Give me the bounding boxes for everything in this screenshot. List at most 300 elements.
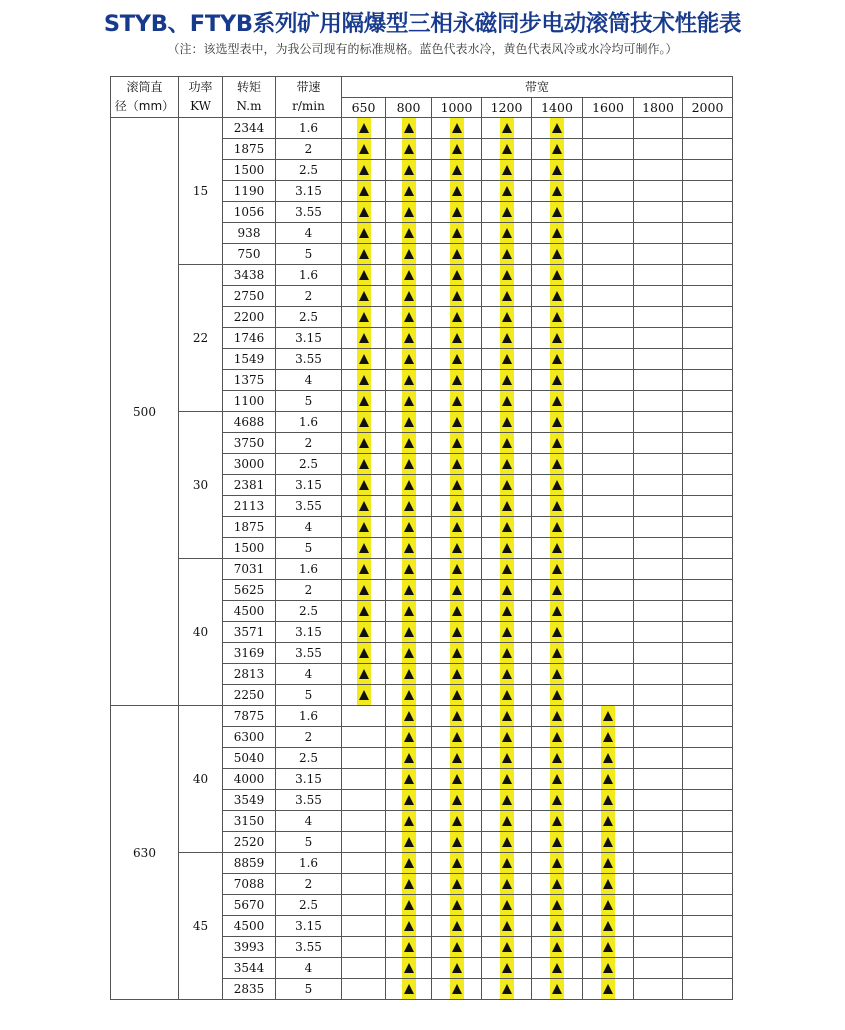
speed-cell: 2 <box>276 874 342 895</box>
width-cell-1800 <box>634 328 683 349</box>
speed-cell: 2.5 <box>276 895 342 916</box>
triangle-icon <box>402 538 416 558</box>
width-cell-1400 <box>532 181 583 202</box>
width-cell-1600 <box>583 307 634 328</box>
width-cell-1400 <box>532 118 583 139</box>
width-cell-1800 <box>634 139 683 160</box>
width-cell-2000 <box>683 286 733 307</box>
width-cell-1000 <box>432 706 482 727</box>
width-cell-1200 <box>482 223 532 244</box>
triangle-icon <box>550 475 564 495</box>
width-cell-800 <box>386 643 432 664</box>
diameter-cell: 500 <box>111 118 179 706</box>
width-cell-1400 <box>532 769 583 790</box>
width-cell-1200 <box>482 979 532 1000</box>
width-cell-1200 <box>482 328 532 349</box>
torque-cell: 3150 <box>223 811 276 832</box>
triangle-icon <box>500 307 514 327</box>
triangle-icon <box>500 706 514 726</box>
width-cell-1400 <box>532 433 583 454</box>
triangle-icon <box>500 748 514 768</box>
triangle-icon <box>402 706 416 726</box>
width-cell-1400 <box>532 622 583 643</box>
triangle-icon <box>500 727 514 747</box>
width-cell-800 <box>386 853 432 874</box>
torque-cell: 750 <box>223 244 276 265</box>
triangle-icon <box>500 286 514 306</box>
width-cell-1800 <box>634 475 683 496</box>
width-cell-1200 <box>482 601 532 622</box>
width-cell-1200 <box>482 139 532 160</box>
triangle-icon <box>500 160 514 180</box>
speed-cell: 1.6 <box>276 265 342 286</box>
torque-cell: 3571 <box>223 622 276 643</box>
width-cell-800 <box>386 895 432 916</box>
triangle-icon <box>550 328 564 348</box>
triangle-icon <box>450 643 464 663</box>
triangle-icon <box>550 853 564 873</box>
triangle-icon <box>450 538 464 558</box>
triangle-icon <box>450 517 464 537</box>
width-cell-1400 <box>532 349 583 370</box>
width-cell-2000 <box>683 979 733 1000</box>
speed-cell: 2 <box>276 433 342 454</box>
triangle-icon <box>357 685 371 705</box>
width-cell-1200 <box>482 391 532 412</box>
triangle-icon <box>357 517 371 537</box>
width-cell-2000 <box>683 622 733 643</box>
width-cell-1800 <box>634 853 683 874</box>
width-cell-1800 <box>634 727 683 748</box>
triangle-icon <box>550 391 564 411</box>
triangle-icon <box>450 748 464 768</box>
triangle-icon <box>450 979 464 999</box>
power-cell: 30 <box>179 412 223 559</box>
width-cell-1200 <box>482 727 532 748</box>
header-speed-line1: 带速 <box>296 80 321 94</box>
width-cell-800 <box>386 727 432 748</box>
width-cell-1600 <box>583 412 634 433</box>
width-cell-1000 <box>432 202 482 223</box>
width-cell-1000 <box>432 664 482 685</box>
speed-cell: 2 <box>276 727 342 748</box>
torque-cell: 5625 <box>223 580 276 601</box>
torque-cell: 2250 <box>223 685 276 706</box>
width-cell-650 <box>342 790 386 811</box>
width-cell-1600 <box>583 832 634 853</box>
diameter-cell: 630 <box>111 706 179 1000</box>
triangle-icon <box>402 181 416 201</box>
width-cell-800 <box>386 433 432 454</box>
triangle-icon <box>550 874 564 894</box>
torque-cell: 1549 <box>223 349 276 370</box>
triangle-icon <box>550 160 564 180</box>
width-cell-1800 <box>634 559 683 580</box>
triangle-icon <box>402 685 416 705</box>
width-cell-650 <box>342 643 386 664</box>
width-cell-1800 <box>634 118 683 139</box>
width-cell-800 <box>386 265 432 286</box>
triangle-icon <box>402 748 416 768</box>
width-cell-2000 <box>683 874 733 895</box>
width-cell-1000 <box>432 979 482 1000</box>
triangle-icon <box>357 307 371 327</box>
triangle-icon <box>500 664 514 684</box>
width-cell-1400 <box>532 958 583 979</box>
width-cell-1600 <box>583 118 634 139</box>
triangle-icon <box>450 727 464 747</box>
header-width-1200: 1200 <box>482 98 532 118</box>
width-cell-1400 <box>532 811 583 832</box>
triangle-icon <box>402 160 416 180</box>
width-cell-1400 <box>532 202 583 223</box>
width-cell-800 <box>386 769 432 790</box>
header-width-1600: 1600 <box>583 98 634 118</box>
triangle-icon <box>500 538 514 558</box>
triangle-icon <box>500 958 514 978</box>
width-cell-2000 <box>683 349 733 370</box>
triangle-icon <box>357 601 371 621</box>
width-cell-800 <box>386 832 432 853</box>
width-cell-1600 <box>583 811 634 832</box>
width-cell-650 <box>342 349 386 370</box>
width-cell-1200 <box>482 895 532 916</box>
width-cell-1600 <box>583 664 634 685</box>
width-cell-1200 <box>482 412 532 433</box>
triangle-icon <box>357 160 371 180</box>
width-cell-800 <box>386 370 432 391</box>
header-width-1000: 1000 <box>432 98 482 118</box>
triangle-icon <box>550 412 564 432</box>
triangle-icon <box>550 559 564 579</box>
triangle-icon <box>500 139 514 159</box>
speed-cell: 4 <box>276 958 342 979</box>
header-width-2000: 2000 <box>683 98 733 118</box>
width-cell-1400 <box>532 265 583 286</box>
triangle-icon <box>500 202 514 222</box>
width-cell-1800 <box>634 769 683 790</box>
width-cell-1400 <box>532 496 583 517</box>
width-cell-2000 <box>683 727 733 748</box>
width-cell-1600 <box>583 286 634 307</box>
torque-cell: 3169 <box>223 643 276 664</box>
triangle-icon <box>500 370 514 390</box>
triangle-icon <box>357 391 371 411</box>
torque-cell: 3000 <box>223 454 276 475</box>
speed-cell: 1.6 <box>276 853 342 874</box>
width-cell-1400 <box>532 748 583 769</box>
width-cell-800 <box>386 286 432 307</box>
width-cell-2000 <box>683 685 733 706</box>
width-cell-650 <box>342 769 386 790</box>
torque-cell: 1875 <box>223 517 276 538</box>
width-cell-650 <box>342 622 386 643</box>
width-cell-2000 <box>683 538 733 559</box>
width-cell-650 <box>342 811 386 832</box>
torque-cell: 1190 <box>223 181 276 202</box>
triangle-icon <box>402 874 416 894</box>
width-cell-2000 <box>683 433 733 454</box>
triangle-icon <box>500 391 514 411</box>
triangle-icon <box>550 916 564 936</box>
width-cell-2000 <box>683 559 733 580</box>
triangle-icon <box>550 601 564 621</box>
header-speed <box>276 77 342 118</box>
triangle-icon <box>550 454 564 474</box>
header-width-1800: 1800 <box>634 98 683 118</box>
triangle-icon <box>357 538 371 558</box>
triangle-icon <box>500 832 514 852</box>
width-cell-2000 <box>683 307 733 328</box>
width-cell-1800 <box>634 433 683 454</box>
speed-cell: 3.15 <box>276 328 342 349</box>
width-cell-1600 <box>583 622 634 643</box>
width-cell-650 <box>342 580 386 601</box>
power-cell: 40 <box>179 559 223 706</box>
width-cell-1600 <box>583 874 634 895</box>
width-cell-1000 <box>432 349 482 370</box>
speed-cell: 2 <box>276 580 342 601</box>
triangle-icon <box>402 601 416 621</box>
triangle-icon <box>450 916 464 936</box>
triangle-icon <box>550 727 564 747</box>
width-cell-800 <box>386 937 432 958</box>
triangle-icon <box>402 139 416 159</box>
triangle-icon <box>500 223 514 243</box>
width-cell-1200 <box>482 622 532 643</box>
triangle-icon <box>450 286 464 306</box>
width-cell-1800 <box>634 391 683 412</box>
width-cell-1400 <box>532 328 583 349</box>
width-cell-1800 <box>634 916 683 937</box>
triangle-icon <box>550 496 564 516</box>
speed-cell: 4 <box>276 517 342 538</box>
width-cell-1400 <box>532 244 583 265</box>
triangle-icon <box>500 769 514 789</box>
width-cell-1200 <box>482 517 532 538</box>
width-cell-650 <box>342 118 386 139</box>
triangle-icon <box>550 139 564 159</box>
triangle-icon <box>601 748 615 768</box>
header-width-1400: 1400 <box>532 98 583 118</box>
triangle-icon <box>550 244 564 264</box>
width-cell-1000 <box>432 118 482 139</box>
width-cell-1800 <box>634 979 683 1000</box>
torque-cell: 7088 <box>223 874 276 895</box>
width-cell-2000 <box>683 853 733 874</box>
width-cell-800 <box>386 307 432 328</box>
width-cell-1800 <box>634 958 683 979</box>
width-cell-1200 <box>482 538 532 559</box>
width-cell-1000 <box>432 811 482 832</box>
speed-cell: 5 <box>276 979 342 1000</box>
triangle-icon <box>550 307 564 327</box>
torque-cell: 3549 <box>223 790 276 811</box>
triangle-icon <box>450 559 464 579</box>
triangle-icon <box>601 832 615 852</box>
triangle-icon <box>550 895 564 915</box>
width-cell-1000 <box>432 853 482 874</box>
width-cell-800 <box>386 958 432 979</box>
triangle-icon <box>500 916 514 936</box>
width-cell-1600 <box>583 349 634 370</box>
width-cell-650 <box>342 538 386 559</box>
width-cell-1200 <box>482 475 532 496</box>
triangle-icon <box>402 853 416 873</box>
width-cell-1400 <box>532 916 583 937</box>
width-cell-1600 <box>583 685 634 706</box>
speed-cell: 3.55 <box>276 349 342 370</box>
width-cell-1800 <box>634 349 683 370</box>
width-cell-2000 <box>683 580 733 601</box>
torque-cell: 2520 <box>223 832 276 853</box>
triangle-icon <box>550 286 564 306</box>
speed-cell: 1.6 <box>276 559 342 580</box>
triangle-icon <box>550 580 564 600</box>
width-cell-1200 <box>482 643 532 664</box>
width-cell-650 <box>342 727 386 748</box>
width-cell-800 <box>386 916 432 937</box>
triangle-icon <box>500 454 514 474</box>
triangle-icon <box>601 895 615 915</box>
width-cell-1000 <box>432 601 482 622</box>
width-cell-1400 <box>532 601 583 622</box>
speed-cell: 5 <box>276 244 342 265</box>
width-cell-1600 <box>583 748 634 769</box>
width-cell-1000 <box>432 643 482 664</box>
page-title: STYB、FTYB系列矿用隔爆型三相永磁同步电动滚筒技术性能表 <box>103 11 742 37</box>
torque-cell: 8859 <box>223 853 276 874</box>
triangle-icon <box>450 160 464 180</box>
triangle-icon <box>550 958 564 978</box>
speed-cell: 5 <box>276 538 342 559</box>
triangle-icon <box>500 685 514 705</box>
width-cell-2000 <box>683 769 733 790</box>
header-torque-line1: 转矩 <box>236 80 261 94</box>
width-cell-650 <box>342 139 386 160</box>
width-cell-650 <box>342 559 386 580</box>
speed-cell: 4 <box>276 370 342 391</box>
width-cell-1000 <box>432 244 482 265</box>
width-cell-1800 <box>634 937 683 958</box>
triangle-icon <box>601 979 615 999</box>
width-cell-2000 <box>683 790 733 811</box>
power-cell: 15 <box>179 118 223 265</box>
width-cell-800 <box>386 328 432 349</box>
triangle-icon <box>601 790 615 810</box>
triangle-icon <box>550 517 564 537</box>
triangle-icon <box>402 412 416 432</box>
width-cell-1400 <box>532 160 583 181</box>
triangle-icon <box>357 580 371 600</box>
width-cell-1000 <box>432 433 482 454</box>
width-cell-650 <box>342 496 386 517</box>
header-diameter-line2: 径（mm） <box>114 99 175 113</box>
width-cell-800 <box>386 181 432 202</box>
power-cell: 45 <box>179 853 223 1000</box>
width-cell-1200 <box>482 181 532 202</box>
triangle-icon <box>601 958 615 978</box>
triangle-icon <box>450 139 464 159</box>
width-cell-1800 <box>634 286 683 307</box>
width-cell-1200 <box>482 370 532 391</box>
width-cell-1400 <box>532 853 583 874</box>
triangle-icon <box>357 664 371 684</box>
width-cell-1000 <box>432 286 482 307</box>
triangle-icon <box>500 349 514 369</box>
triangle-icon <box>450 412 464 432</box>
width-cell-1000 <box>432 748 482 769</box>
width-cell-1000 <box>432 958 482 979</box>
width-cell-1200 <box>482 286 532 307</box>
speed-cell: 3.15 <box>276 769 342 790</box>
triangle-icon <box>550 118 564 138</box>
width-cell-1400 <box>532 706 583 727</box>
width-cell-1600 <box>583 580 634 601</box>
speed-cell: 2.5 <box>276 454 342 475</box>
triangle-icon <box>550 769 564 789</box>
width-cell-1800 <box>634 601 683 622</box>
width-cell-1400 <box>532 937 583 958</box>
width-cell-1800 <box>634 223 683 244</box>
width-cell-1200 <box>482 454 532 475</box>
width-cell-650 <box>342 181 386 202</box>
width-cell-1200 <box>482 937 532 958</box>
table-row <box>111 118 733 139</box>
triangle-icon <box>357 328 371 348</box>
width-cell-650 <box>342 517 386 538</box>
width-cell-800 <box>386 391 432 412</box>
triangle-icon <box>357 223 371 243</box>
width-cell-1600 <box>583 496 634 517</box>
width-cell-1000 <box>432 454 482 475</box>
width-cell-1000 <box>432 685 482 706</box>
width-cell-1600 <box>583 706 634 727</box>
triangle-icon <box>450 370 464 390</box>
width-cell-1400 <box>532 412 583 433</box>
width-cell-800 <box>386 475 432 496</box>
width-cell-1800 <box>634 748 683 769</box>
width-cell-1600 <box>583 958 634 979</box>
triangle-icon <box>450 832 464 852</box>
width-cell-1000 <box>432 181 482 202</box>
width-cell-650 <box>342 601 386 622</box>
triangle-icon <box>402 790 416 810</box>
width-cell-1200 <box>482 853 532 874</box>
width-cell-2000 <box>683 160 733 181</box>
triangle-icon <box>500 517 514 537</box>
width-cell-2000 <box>683 370 733 391</box>
width-cell-2000 <box>683 643 733 664</box>
width-cell-1600 <box>583 433 634 454</box>
torque-cell: 4500 <box>223 916 276 937</box>
triangle-icon <box>500 580 514 600</box>
width-cell-1000 <box>432 580 482 601</box>
triangle-icon <box>500 895 514 915</box>
width-cell-1800 <box>634 643 683 664</box>
triangle-icon <box>500 265 514 285</box>
triangle-icon <box>357 475 371 495</box>
speed-cell: 2.5 <box>276 601 342 622</box>
triangle-icon <box>450 580 464 600</box>
triangle-icon <box>450 454 464 474</box>
triangle-icon <box>450 601 464 621</box>
table-row <box>111 265 733 286</box>
triangle-icon <box>450 244 464 264</box>
width-cell-1800 <box>634 265 683 286</box>
triangle-icon <box>402 286 416 306</box>
triangle-icon <box>450 118 464 138</box>
